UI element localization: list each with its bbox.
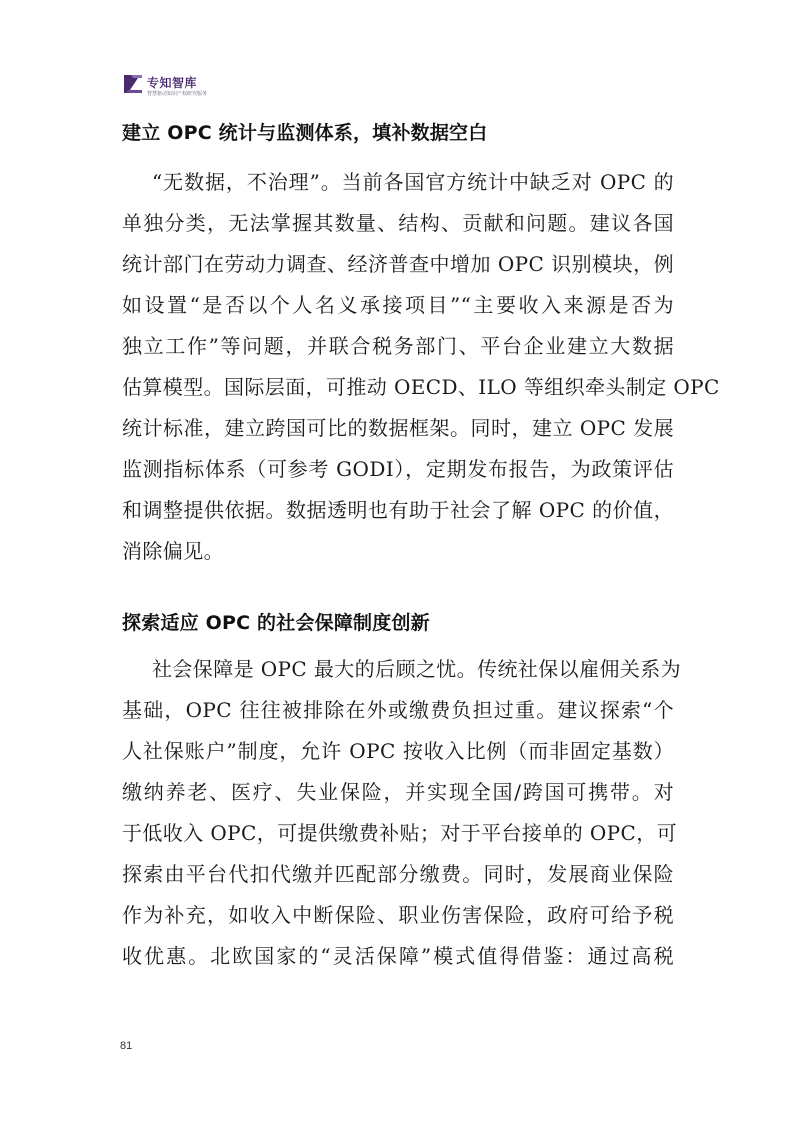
paragraph-line: 如设置“是否以个人名义承接项目”“主要收入来源是否为 <box>122 293 674 317</box>
paragraph-line: 作为补充，如收入中断保险、职业伤害保险，政府可给予税 <box>122 903 674 927</box>
paragraph-line: 基础，OPC 往往被排除在外或缴费负担过重。建议探索“个 <box>122 698 674 722</box>
paragraph-line: 单独分类，无法掌握其数量、结构、贡献和问题。建议各国 <box>122 211 674 235</box>
paragraph-line: 人社保账户”制度，允许 OPC 按收入比例（而非固定基数） <box>122 739 674 763</box>
paragraph-line: 于低收入 OPC，可提供缴费补贴；对于平台接单的 OPC，可 <box>122 821 678 845</box>
section-heading-statistics: 建立 OPC 统计与监测体系，填补数据空白 <box>122 122 488 144</box>
page-number: 81 <box>120 1040 133 1052</box>
paragraph-line: 探索由平台代扣代缴并匹配部分缴费。同时，发展商业保险 <box>122 862 674 886</box>
zhuanzhi-logo-icon <box>122 72 144 96</box>
header-logo <box>122 72 242 100</box>
paragraph-line: 缴纳养老、医疗、失业保险，并实现全国/跨国可携带。对 <box>122 780 674 804</box>
paragraph-line: 和调整提供依据。数据透明也有助于社会了解 OPC 的价值， <box>122 498 674 522</box>
paragraph-line: 收优惠。北欧国家的“灵活保障”模式值得借鉴：通过高税 <box>122 944 674 968</box>
logo-name: 专知智库 <box>147 76 198 90</box>
paragraph-line: “无数据，不治理”。当前各国官方统计中缺乏对 OPC 的 <box>152 170 674 194</box>
paragraph-line: 监测指标体系（可参考 GODI），定期发布报告，为政策评估 <box>122 457 674 481</box>
paragraph-line: 统计部门在劳动力调查、经济普查中增加 OPC 识别模块，例 <box>122 252 674 276</box>
paragraph-line: 消除偏见。 <box>122 539 224 563</box>
paragraph-line: 统计标准，建立跨国可比的数据框架。同时，建立 OPC 发展 <box>122 416 674 440</box>
logo-subtitle: 智慧驱动知识产权研究服务 <box>147 91 208 97</box>
paragraph-line: 独立工作”等问题，并联合税务部门、平台企业建立大数据 <box>122 334 674 358</box>
paragraph-line: 社会保障是 OPC 最大的后顾之忧。传统社保以雇佣关系为 <box>152 657 682 681</box>
paragraph-line: 估算模型。国际层面，可推动 OECD、ILO 等组织牵头制定 OPC <box>122 375 720 399</box>
section-heading-social-security: 探索适应 OPC 的社会保障制度创新 <box>122 612 430 634</box>
